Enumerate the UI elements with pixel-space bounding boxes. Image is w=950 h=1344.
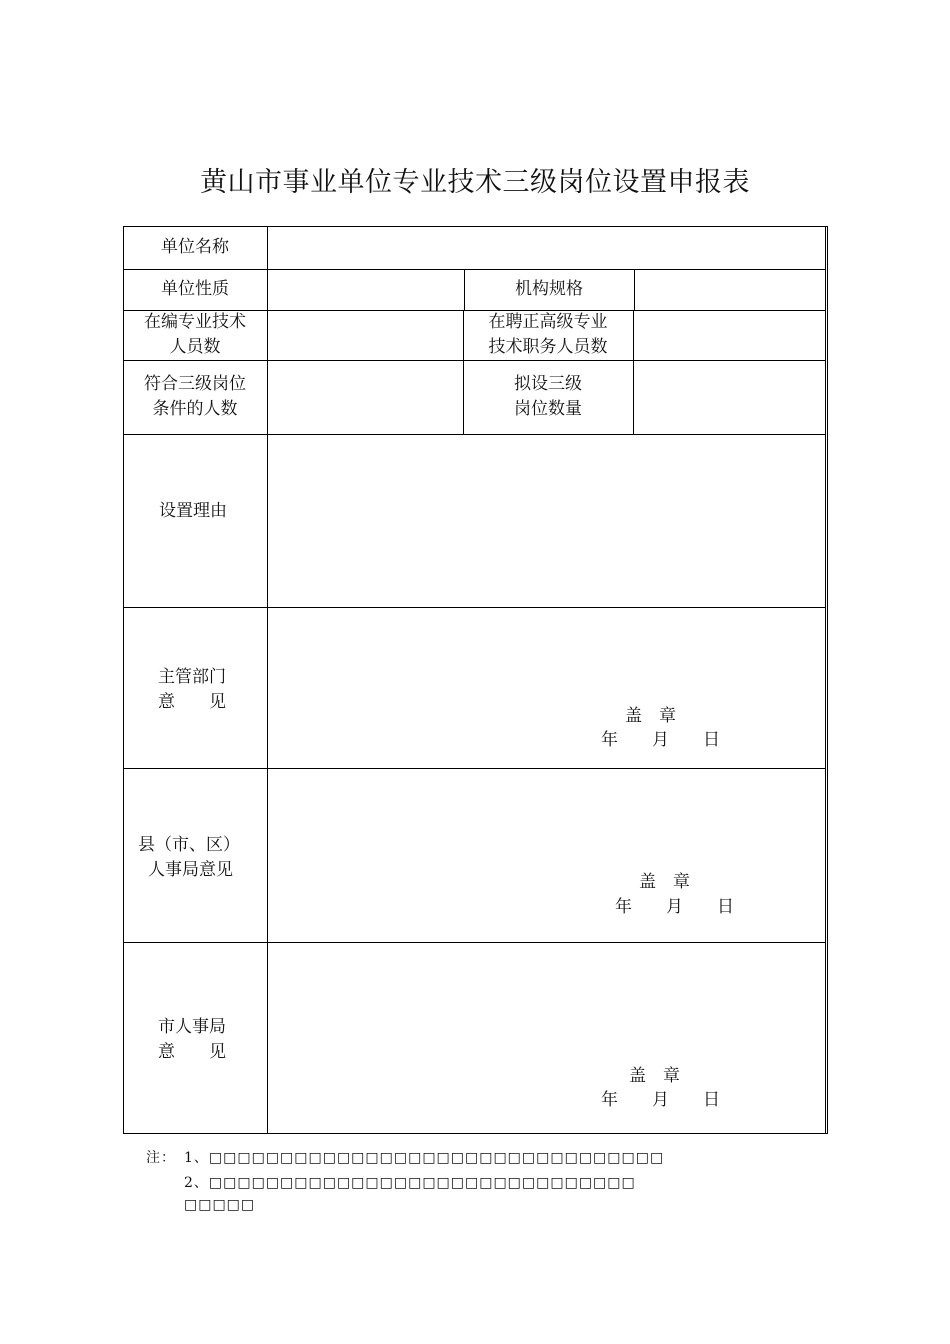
qualified-count-label-line2: 条件的人数 bbox=[152, 399, 238, 419]
city-opinion-field[interactable] bbox=[268, 943, 825, 1133]
unit-name-field[interactable] bbox=[268, 227, 824, 269]
planned-posts-label-line2: 岗位数量 bbox=[514, 399, 582, 419]
notes-line-2: 2、□□□□□□□□□□□□□□□□□□□□□□□□□□□□□□ bbox=[184, 1175, 636, 1191]
senior-staff-field[interactable] bbox=[634, 311, 825, 360]
supervisor-opinion-field[interactable] bbox=[268, 608, 825, 768]
county-seal-text: 盖 章 bbox=[639, 872, 690, 892]
supervisor-opinion-label-line2: 意 见 bbox=[158, 692, 226, 712]
document-title: 黄山市事业单位专业技术三级岗位设置申报表 bbox=[200, 167, 750, 198]
setup-reason-label: 设置理由 bbox=[159, 501, 227, 521]
notes-prefix: 注： bbox=[146, 1150, 176, 1166]
city-seal-text: 盖 章 bbox=[629, 1066, 680, 1086]
unit-nature-field[interactable] bbox=[268, 270, 463, 310]
notes-line-1: 1、□□□□□□□□□□□□□□□□□□□□□□□□□□□□□□□□ bbox=[184, 1150, 665, 1166]
qualified-count-label-line1: 符合三级岗位 bbox=[144, 374, 246, 394]
county-date-text: 年 月 日 bbox=[615, 897, 734, 917]
setup-reason-field[interactable] bbox=[268, 435, 825, 607]
staff-count-label-line1: 在编专业技术 bbox=[144, 312, 246, 332]
qualified-count-label bbox=[123, 360, 267, 434]
table-border-right-double bbox=[827, 226, 828, 1134]
org-scale-label: 机构规格 bbox=[515, 279, 583, 299]
supervisor-opinion-label-line1: 主管部门 bbox=[158, 667, 226, 687]
application-form-table bbox=[123, 226, 828, 1134]
planned-posts-field[interactable] bbox=[634, 361, 825, 434]
unit-name-label: 单位名称 bbox=[161, 237, 229, 257]
unit-nature-label: 单位性质 bbox=[161, 279, 229, 299]
county-opinion-label-line1: 县（市、区） bbox=[138, 835, 240, 855]
table-border-bottom bbox=[123, 1133, 828, 1134]
org-scale-field[interactable] bbox=[635, 270, 825, 310]
senior-staff-label bbox=[463, 310, 633, 360]
city-opinion-label-line2: 意 见 bbox=[158, 1042, 226, 1062]
senior-staff-label-line2: 技术职务人员数 bbox=[488, 337, 608, 357]
notes-line-3: □□□□□ bbox=[184, 1197, 256, 1213]
city-date-text: 年 月 日 bbox=[601, 1090, 720, 1110]
qualified-count-field[interactable] bbox=[268, 361, 463, 434]
supervisor-seal-text: 盖 章 bbox=[625, 706, 676, 726]
planned-posts-label bbox=[463, 360, 633, 434]
staff-count-label bbox=[123, 310, 267, 360]
staff-count-field[interactable] bbox=[268, 311, 463, 360]
county-opinion-field[interactable] bbox=[268, 769, 825, 942]
senior-staff-label-line1: 在聘正高级专业 bbox=[488, 312, 608, 332]
table-border-right bbox=[825, 226, 826, 1134]
supervisor-date-text: 年 月 日 bbox=[601, 730, 720, 750]
county-opinion-label-line2: 人事局意见 bbox=[148, 860, 233, 880]
city-opinion-label-line1: 市人事局 bbox=[158, 1017, 226, 1037]
planned-posts-label-line1: 拟设三级 bbox=[514, 374, 582, 394]
staff-count-label-line2: 人员数 bbox=[169, 337, 221, 357]
